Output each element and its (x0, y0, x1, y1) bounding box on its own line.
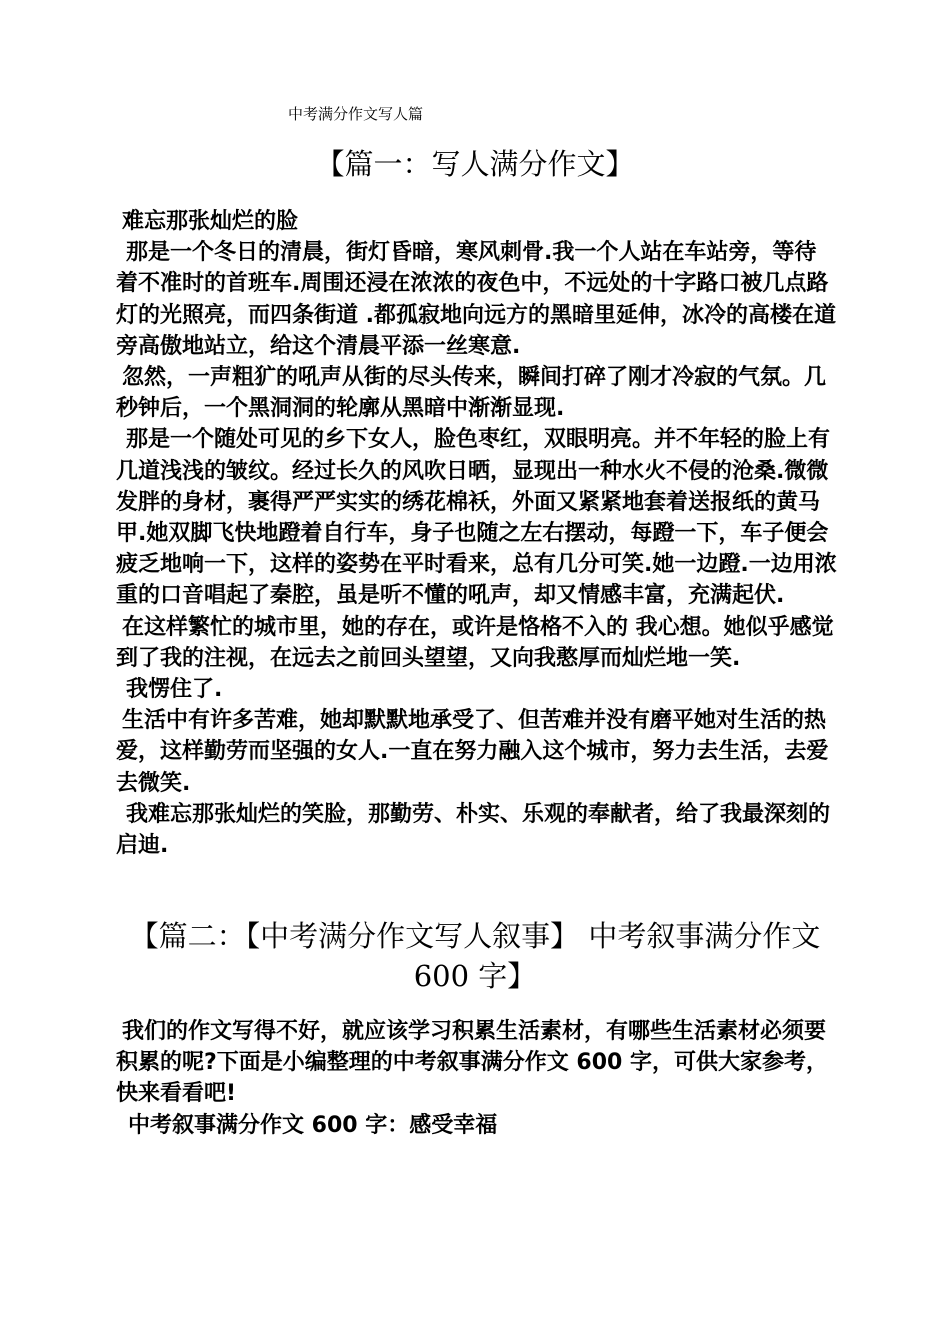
paragraph: 在这样繁忙的城市里，她的存在，或许是恪格不入的 我心想。她似乎感觉到了我的注视，在远去之前回头望望，又向我憨厚而灿烂地一笑. (116, 614, 834, 671)
paragraph: 生活中有许多苦难，她却默默地承受了、但苦难并没有磨平她对生活的热爱，这样勤劳而坚强的女人.一直在努力融入这个城市，努力去生活，去爱去微笑. (116, 708, 829, 796)
document-header-note: 中考满分作文写人篇 (288, 105, 424, 123)
section-2-body (116, 1016, 838, 1141)
section-2-title-line-1: 【篇二：【中考满分作文写人叙事】 中考叙事满分作文 (129, 919, 821, 953)
essay-subtitle: 中考叙事满分作文 600 字：感受幸福 (128, 1112, 498, 1138)
section-1-body (116, 206, 838, 861)
paragraph: 那是一个随处可见的乡下女人，脸色枣红，双眼明亮。并不年轻的脸上有几道浅浅的皱纹。经过长久的风吹日晒，显现出一种水火不侵的沧桑.微微发胖的身材，裹得严严实实的绣花棉袄，外面又紧紧地套着送报纸的黄马甲.她双脚飞快地蹬着自行车，身子也随之左右摆动，每蹬一下，车子便会疲乏地响一下，这样的姿势在平时看来，总有几分可笑.她一边蹬.一边用浓重的口音唱起了秦腔，虽是听不懂的吼声，却又情感丰富，充满起伏. (116, 427, 837, 609)
paragraph: 我愣住了. (126, 677, 223, 703)
paragraph: 那是一个冬日的清晨，街灯昏暗，寒风刺骨.我一个人站在车站旁，等待着不准时的首班车.周围还浸在浓浓的夜色中，不远处的十字路口被几点路灯的光照亮，而四条街道 .都孤寂地向远方的黑暗里延伸，冰冷的高楼在道旁高傲地站立，给这个清晨平添一丝寒意. (116, 240, 837, 359)
paragraph: 忽然，一声粗犷的吼声从街的尽头传来，瞬间打碎了刚才冷寂的气氛。几秒钟后，一个黑洞洞的轮廓从黑暗中渐渐显现. (116, 365, 827, 422)
paragraph: 我们的作文写得不好，就应该学习积累生活素材，有哪些生活素材必须要积累的呢?下面是小编整理的中考叙事满分作文 600 字，可供大家参考，快来看看吧! (116, 1019, 829, 1107)
essay-title: 难忘那张灿烂的脸 (122, 209, 299, 234)
section-1-title: 【篇一：写人满分作文】 (315, 147, 635, 181)
section-2-title-line-2: 600 字】 (413, 959, 537, 993)
paragraph: 我难忘那张灿烂的笑脸，那勤劳、朴实、乐观的奉献者，给了我最深刻的启迪. (116, 801, 831, 859)
